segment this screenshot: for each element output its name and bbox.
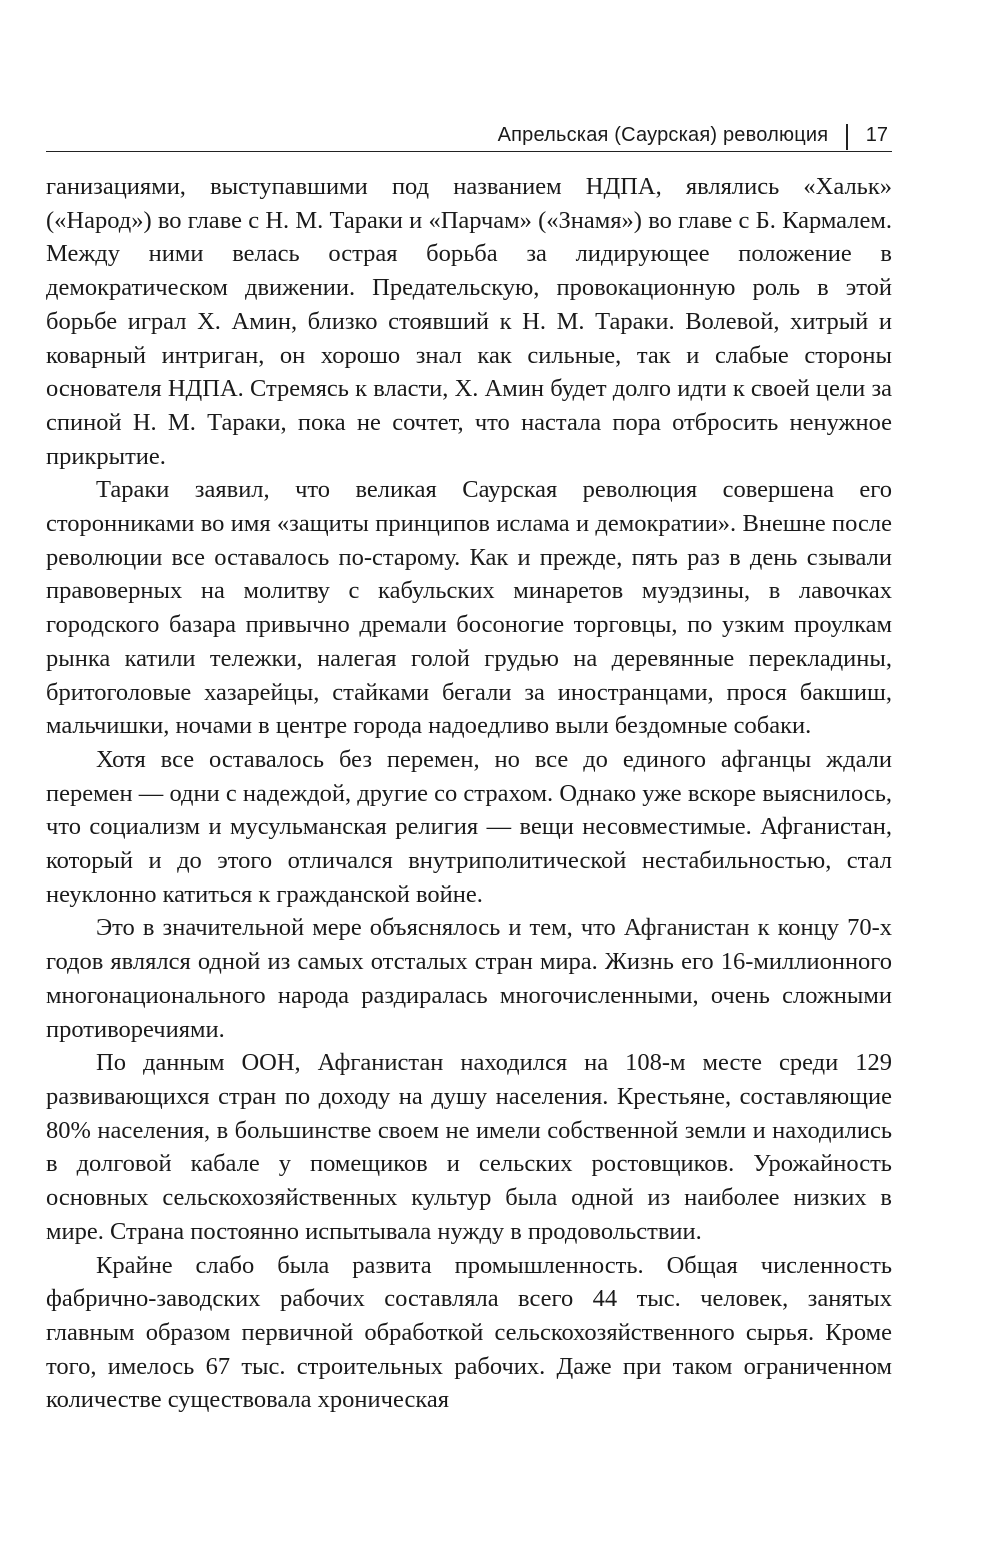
- paragraph: ганизациями, выступавшими под названием НДПА, являлись «Хальк» («Народ») во главе с Н. М. Тараки и «Парчам» («Знамя») во главе с Б. Кармалем. Между ними велась острая борьба за лидирующее положение в демократическом движении. Предательскую, провокационную роль в этой борьбе играл Х. Амин, близко стоявший к Н. М. Тараки. Волевой, хитрый и коварный интриган, он хорошо знал как сильные, так и слабые стороны основателя НДПА. Стремясь к власти, Х. Амин будет долго идти к своей цели за спиной Н. М. Тараки, пока не сочтет, что настала пора отбросить ненужное прикрытие.: [46, 173, 892, 470]
- paragraph: Крайне слабо была развита промышленность. Общая численность фабрично-заводских рабочих составляла всего 44 тыс. человек, занятых главным образом первичной обработкой сельскохозяйственного сырья. Кроме того, имелось 67 тыс. строительных рабочих. Даже при таком ограниченном количестве существовала хроническая: [46, 1251, 892, 1414]
- paragraph: Это в значительной мере объяснялось и тем, что Афганистан к концу 70-х годов являлся одной из самых отсталых стран мира. Жизнь его 16-миллионного многонационального народа раздиралась многочисленными, очень сложными противоречиями.: [46, 914, 892, 1043]
- running-header: [46, 112, 892, 152]
- page-number: 17: [865, 124, 888, 146]
- paragraph: Хотя все оставалось без перемен, но все до единого афганцы ждали перемен — одни с надеждой, другие со страхом. Однако уже вскоре выяснилось, что социализм и мусульманская религия — вещи несовместимые. Афганистан, который и до этого отличался внутриполитической нестабильностью, стал неуклонно катиться к гражданской войне.: [46, 745, 892, 908]
- header-separator: [846, 124, 848, 150]
- chapter-title: Апрельская (Саурская) революция: [497, 124, 829, 146]
- paragraph: По данным ООН, Афганистан находился на 108-м месте среди 129 развивающихся стран по доходу на душу населения. Крестьяне, составляющие 80% населения, в большинстве своем не имели собственной земли и находились в долговой кабале у помещиков и сельских ростовщиков. Урожайность основных сельскохозяйственных культур была одной из наиболее низких в мире. Страна постоянно испытывала нужду в продовольствии.: [46, 1049, 892, 1245]
- paragraph: Тараки заявил, что великая Саурская революция совершена его сторонниками во имя «защиты принципов ислама и демократии». Внешне после революции все оставалось по-старому. Как и прежде, пять раз в день сзывали правоверных на молитву с кабульских минаретов муэдзины, в лавочках городского базара привычно дремали босоногие торговцы, по узким проулкам рынка катили тележки, налегая голой грудью на деревянные перекладины, бритоголовые хазарейцы, стайками бегали за иностранцами, прося бакшиш, мальчишки, ночами в центре города надоедливо выли бездомные собаки.: [46, 476, 892, 740]
- body-text: [46, 170, 892, 1417]
- book-page: [46, 112, 892, 1417]
